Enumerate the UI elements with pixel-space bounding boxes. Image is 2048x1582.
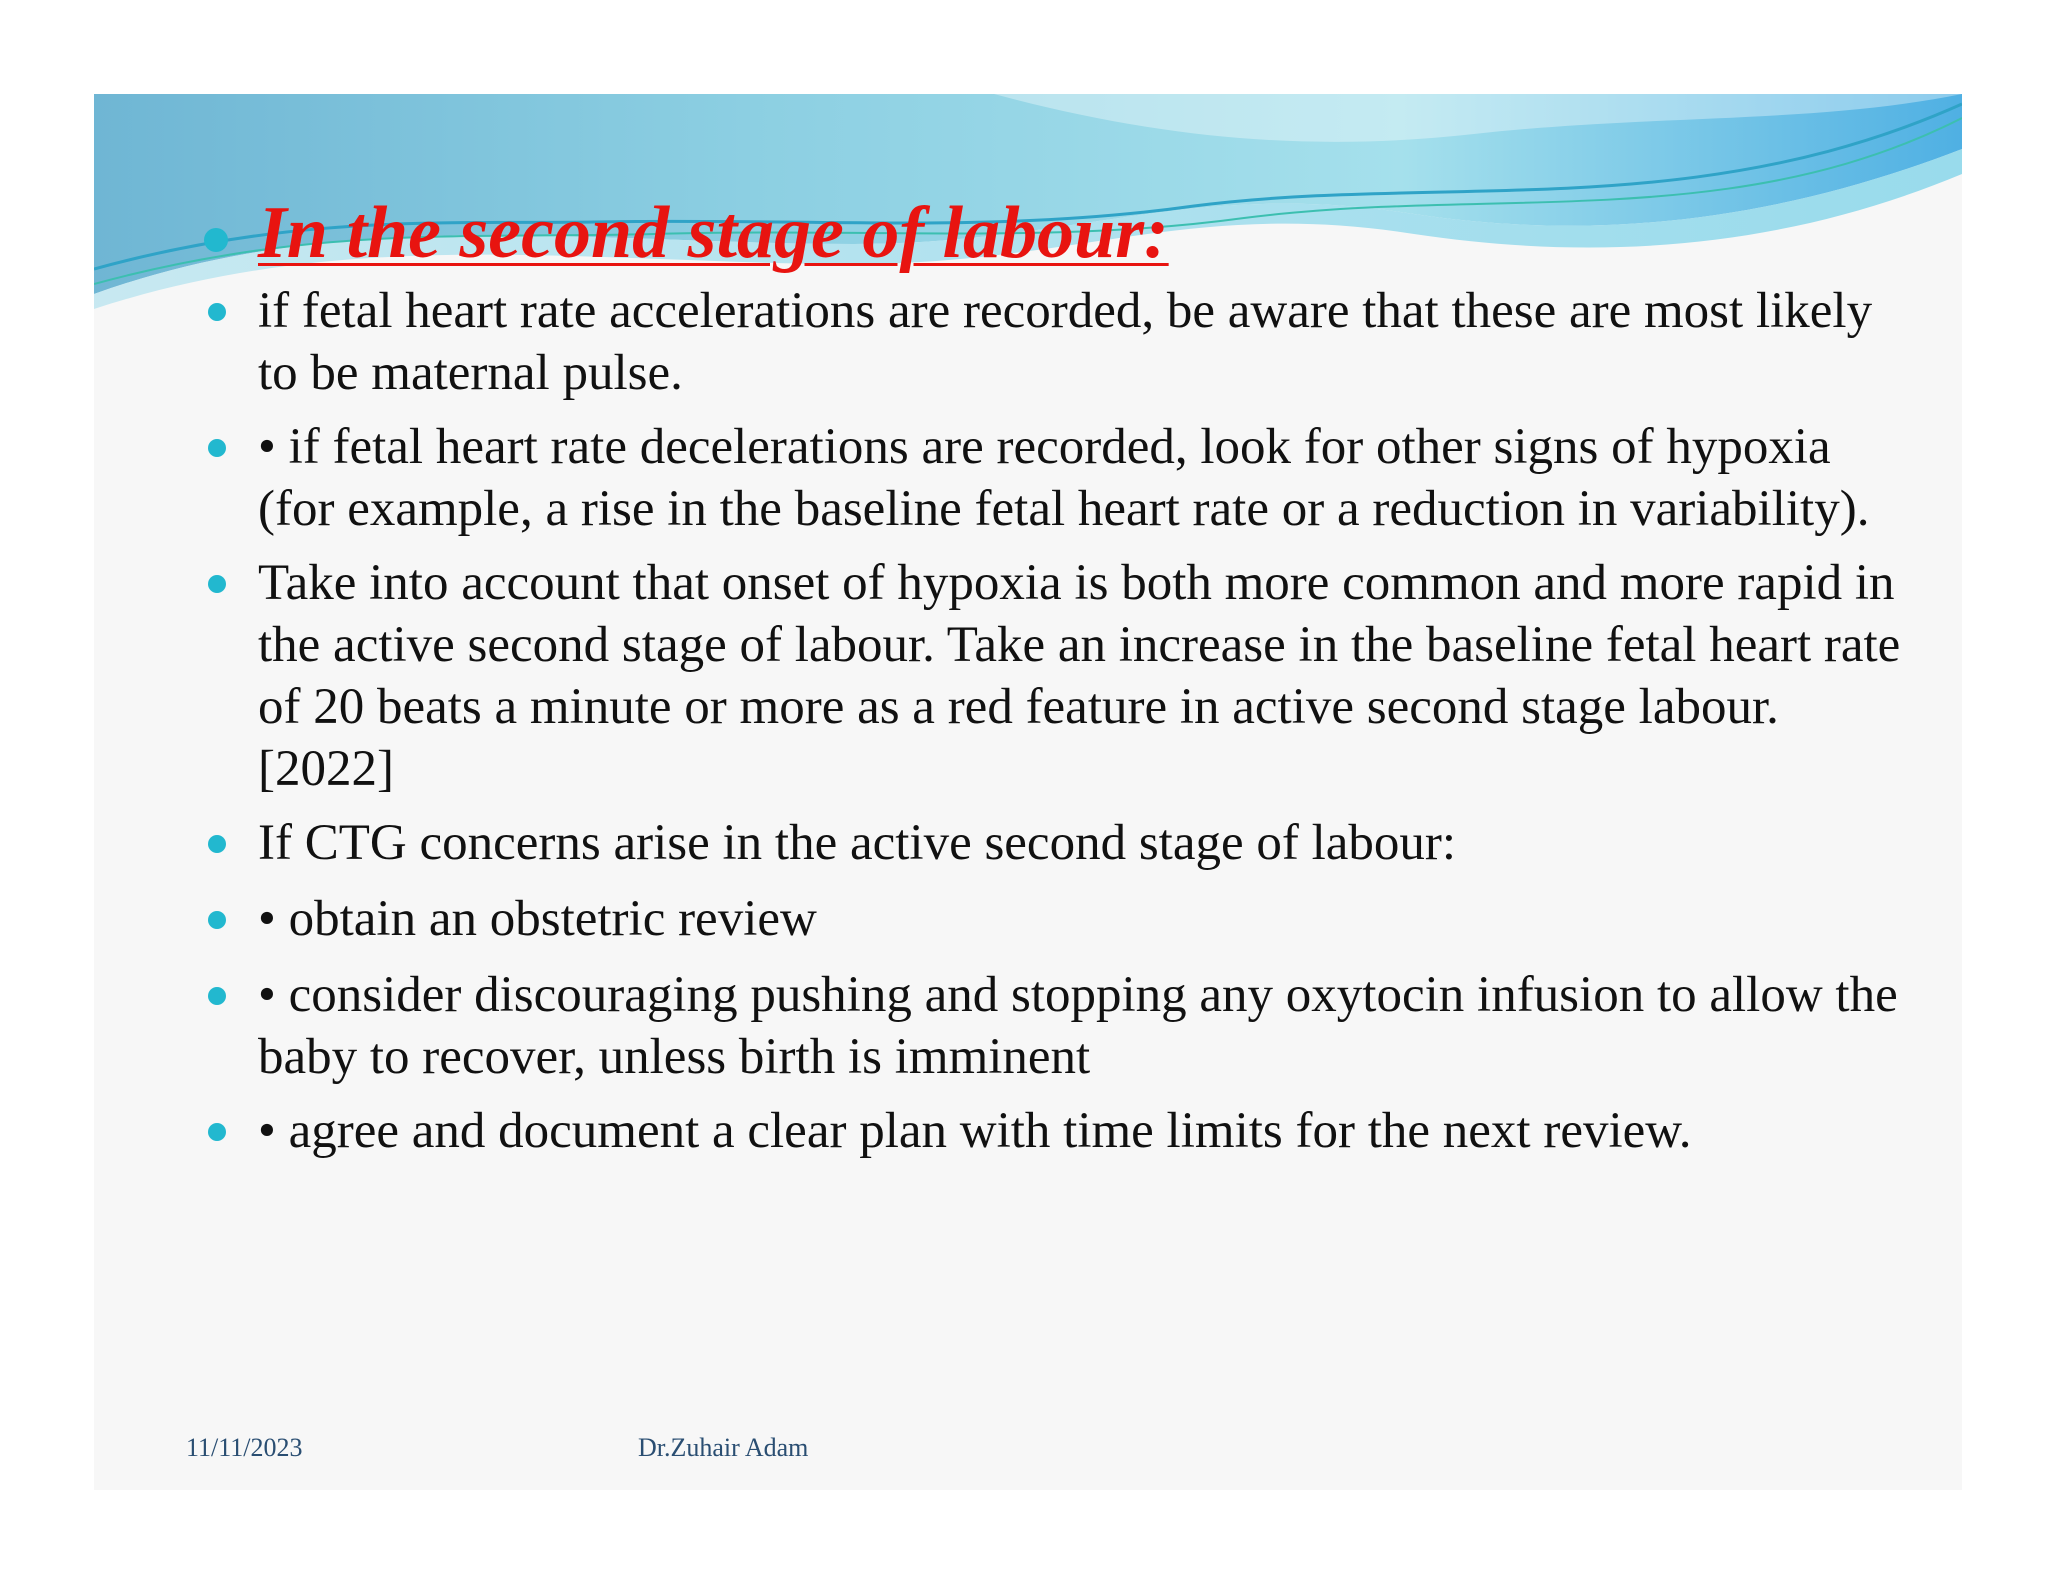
bullet-item bbox=[208, 812, 1908, 874]
bullet-dot-icon bbox=[208, 911, 226, 929]
slide bbox=[94, 94, 1962, 1490]
bullet-dot-icon bbox=[208, 1123, 226, 1141]
footer-date: 11/11/2023 bbox=[186, 1433, 303, 1462]
bullet-item bbox=[208, 552, 1908, 800]
bullet-text: • if fetal heart rate decelerations are recorded, look for other signs of hypoxia (for example, a rise in the baseline fetal heart rate or a reduction in variability). bbox=[258, 419, 1870, 537]
slide-content bbox=[208, 190, 1908, 1162]
bullet-item bbox=[208, 280, 1908, 404]
bullet-dot-icon bbox=[208, 835, 226, 853]
bullet-item bbox=[208, 416, 1908, 540]
bullet-item bbox=[208, 964, 1908, 1088]
bullet-dot-icon bbox=[208, 575, 226, 593]
bullet-dot-icon bbox=[208, 439, 226, 457]
bullet-text: Take into account that onset of hypoxia is both more common and more rapid in the active second stage of labour. Take an increase in the baseline fetal heart rate of 20 beats a minute or more as a red feature in active second stage labour. [2022] bbox=[258, 555, 1901, 797]
bullet-text: If CTG concerns arise in the active second stage of labour: bbox=[258, 815, 1457, 871]
slide-title: In the second stage of labour: bbox=[258, 192, 1169, 274]
bullet-dot-icon bbox=[208, 987, 226, 1005]
bullet-text: • agree and document a clear plan with time limits for the next review. bbox=[258, 1103, 1692, 1159]
bullet-text: • obtain an obstetric review bbox=[258, 891, 817, 947]
bullet-item bbox=[208, 1100, 1908, 1162]
slide-title-item bbox=[208, 190, 1908, 276]
bullet-dot-icon bbox=[204, 228, 228, 252]
footer-author: Dr.Zuhair Adam bbox=[638, 1433, 809, 1462]
bullet-text: if fetal heart rate accelerations are recorded, be aware that these are most likely to be maternal pulse. bbox=[258, 283, 1873, 401]
bullet-text: • consider discouraging pushing and stopping any oxytocin infusion to allow the baby to recover, unless birth is imminent bbox=[258, 967, 1898, 1085]
bullet-dot-icon bbox=[208, 303, 226, 321]
bullet-item bbox=[208, 888, 1908, 950]
